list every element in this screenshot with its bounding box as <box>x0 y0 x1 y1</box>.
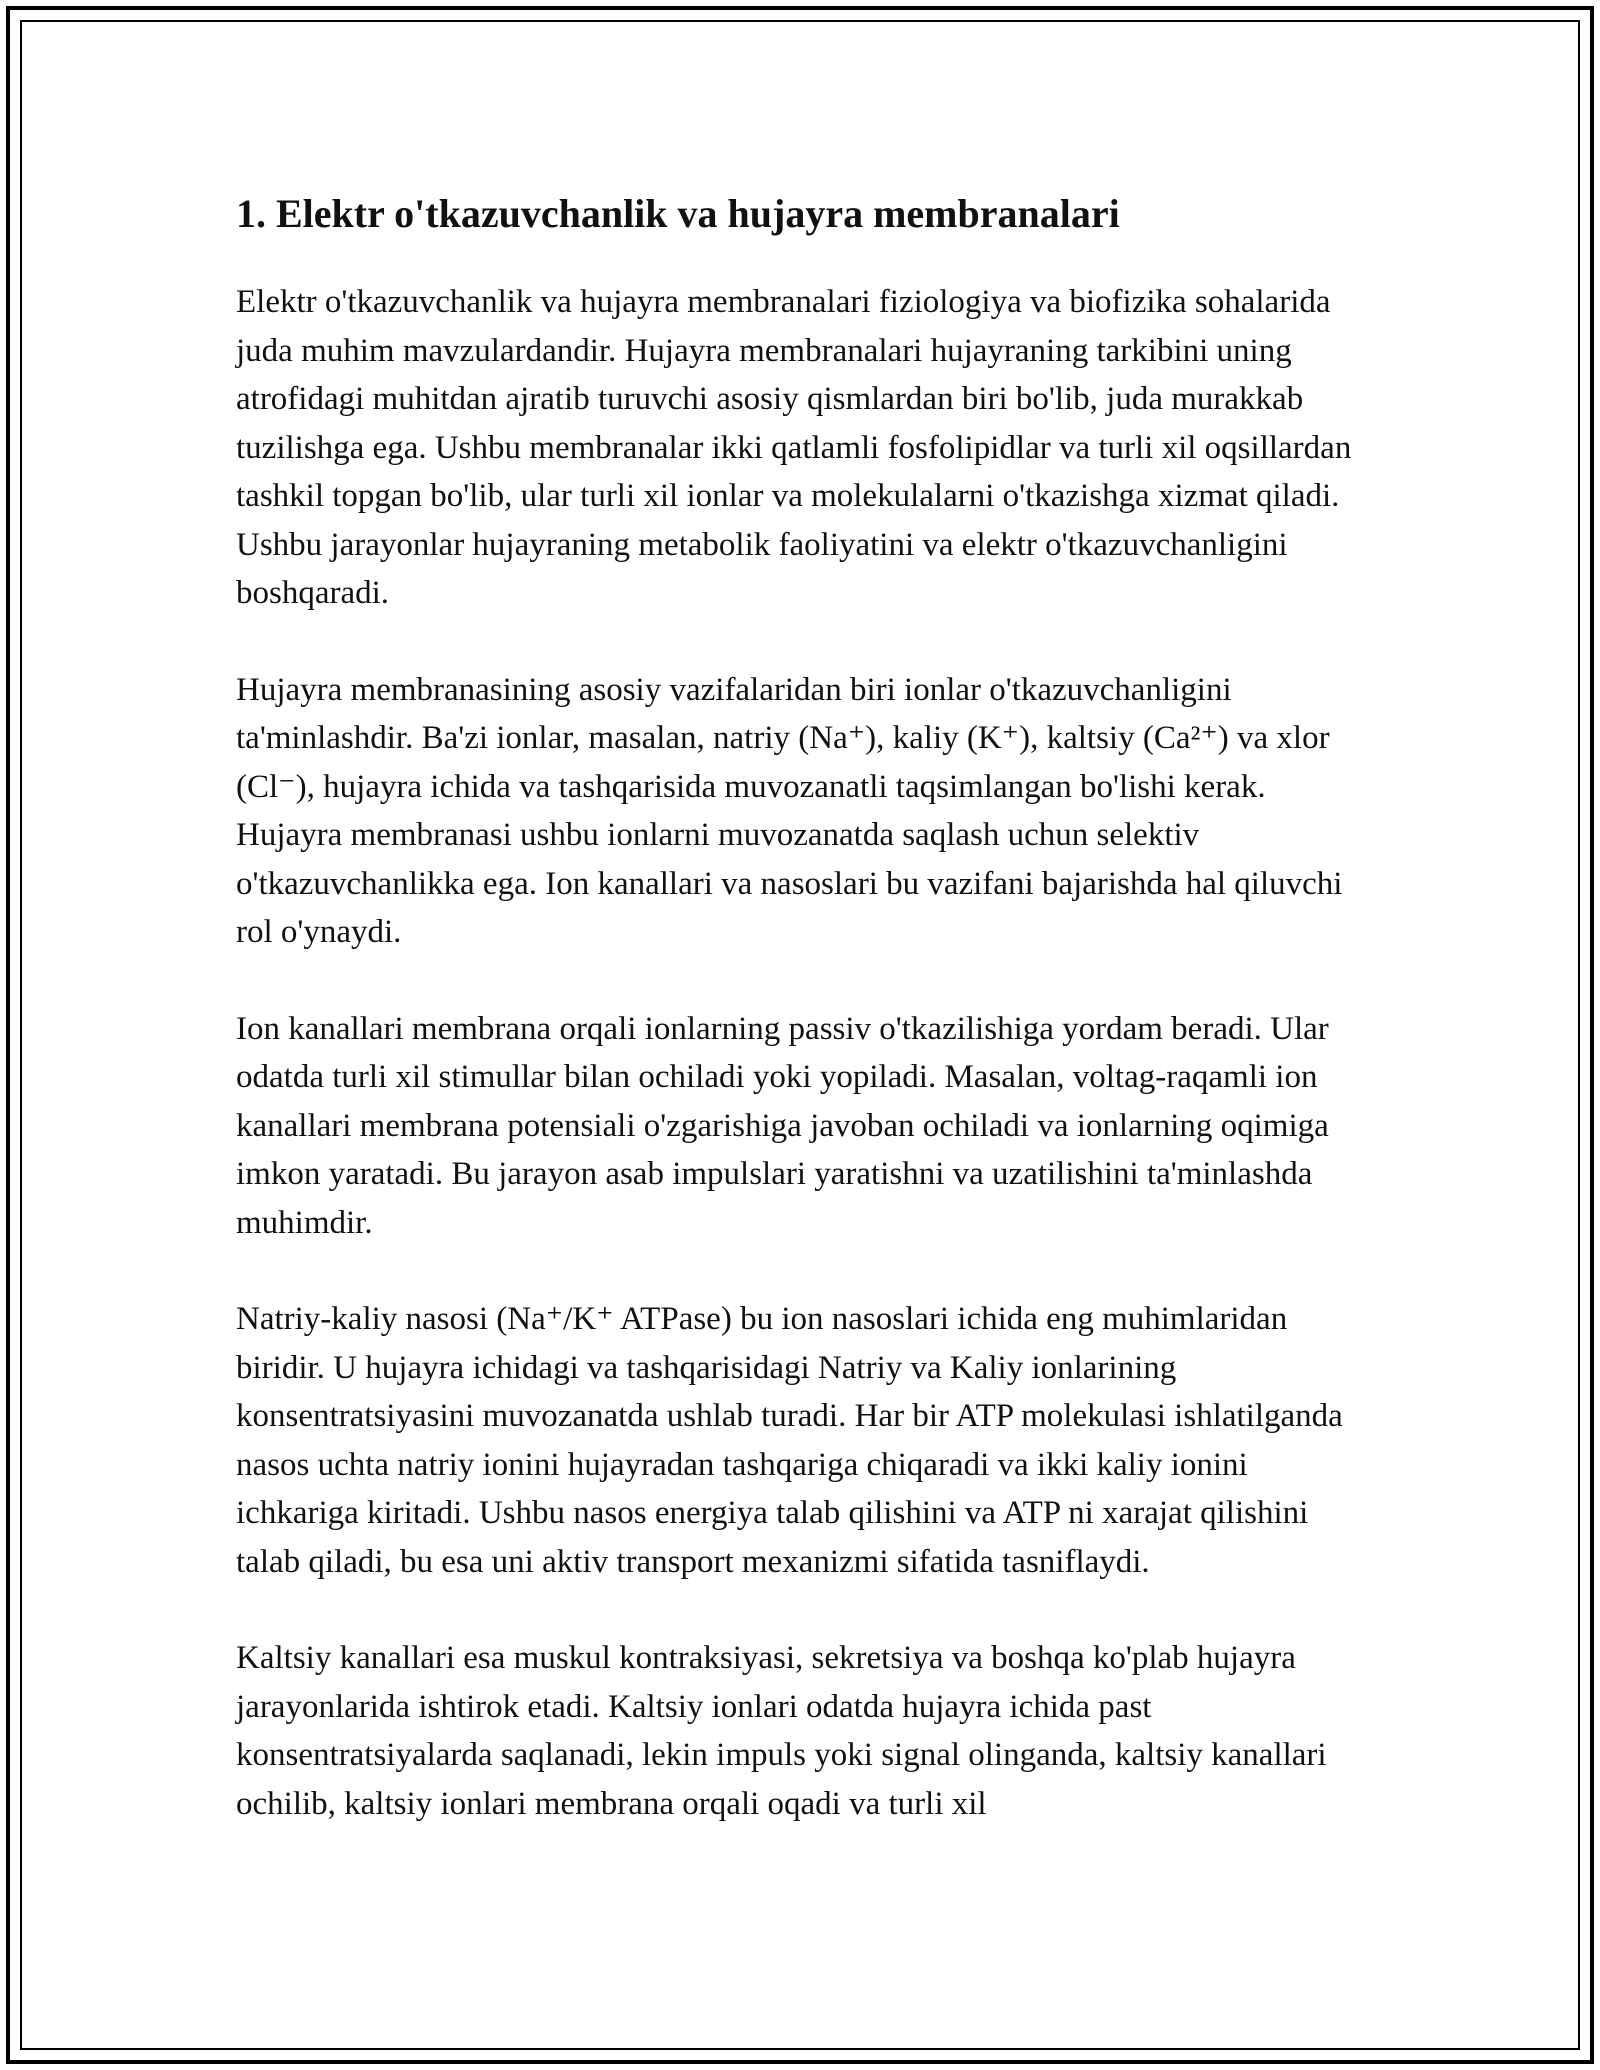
paragraph-ion-conductivity: Hujayra membranasining asosiy vazifalaridan biri ionlar o'tkazuvchanligini ta'minlashdir. Ba'zi ionlar, masalan, natriy (Na⁺), kaliy (K⁺), kaltsiy (Ca²⁺) va xlor (Cl⁻), hujayra ichida va tashqarisida muvozanatli taqsimlangan bo'lishi kerak. Hujayra membranasi ushbu ionlarni muvozanatda saqlash uchun selektiv o'tkazuvchanlikka ega. Ion kanallari va nasoslari bu vazifani bajarishda hal qiluvchi rol o'ynaydi. <box>236 671 1343 950</box>
document-body <box>236 186 1356 1876</box>
paragraph-intro: Elektr o'tkazuvchanlik va hujayra membranalari fiziologiya va biofizika sohalarida juda muhim mavzulardandir. Hujayra membranalari hujayraning tarkibini uning atrofidagi muhitdan ajratib turuvchi asosiy qismlardan biri bo'lib, juda murakkab tuzilishga ega. Ushbu membranalar ikki qatlamli fosfolipidlar va turli xil oqsillardan tashkil topgan bo'lib, ular turli xil ionlar va molekulalarni o'tkazishga xizmat qiladi. Ushbu jarayonlar hujayraning metabolik faoliyatini va elektr o'tkazuvchanligini boshqaradi. <box>236 284 1352 611</box>
paragraph-sodium-potassium-pump: Natriy-kaliy nasosi (Na⁺/K⁺ ATPase) bu ion nasoslari ichida eng muhimlaridan biridir. U hujayra ichidagi va tashqarisidagi Natriy va Kaliy ionlarining konsentratsiyasini muvozanatda ushlab turadi. Har bir ATP molekulasi ishlatilganda nasos uchta natriy ionini hujayradan tashqariga chiqaradi va ikki kaliy ionini ichkariga kiritadi. Ushbu nasos energiya talab qilishini va ATP ni xarajat qilishini talab qiladi, bu esa uni aktiv transport mexanizmi sifatida tasniflaydi. <box>236 1301 1343 1580</box>
paragraph-ion-channels: Ion kanallari membrana orqali ionlarning passiv o'tkazilishiga yordam beradi. Ular odatda turli xil stimullar bilan ochiladi yoki yopiladi. Masalan, voltag-raqamli ion kanallari membrana potensiali o'zgarishiga javoban ochiladi va ionlarning oqimiga imkon yaratadi. Bu jarayon asab impulslari yaratishni va uzatilishini ta'minlashda muhimdir. <box>236 1010 1329 1241</box>
paragraph-calcium-channels: Kaltsiy kanallari esa muskul kontraksiyasi, sekretsiya va boshqa ko'plab hujayra jarayonlarida ishtirok etadi. Kaltsiy ionlari odatda hujayra ichida past konsentratsiyalarda saqlanadi, lekin impuls yoki signal olinganda, kaltsiy kanallari ochilib, kaltsiy ionlari membrana orqali oqadi va turli xil <box>236 1640 1327 1822</box>
section-heading: 1. Elektr o'tkazuvchanlik va hujayra membranalari <box>236 191 1120 236</box>
